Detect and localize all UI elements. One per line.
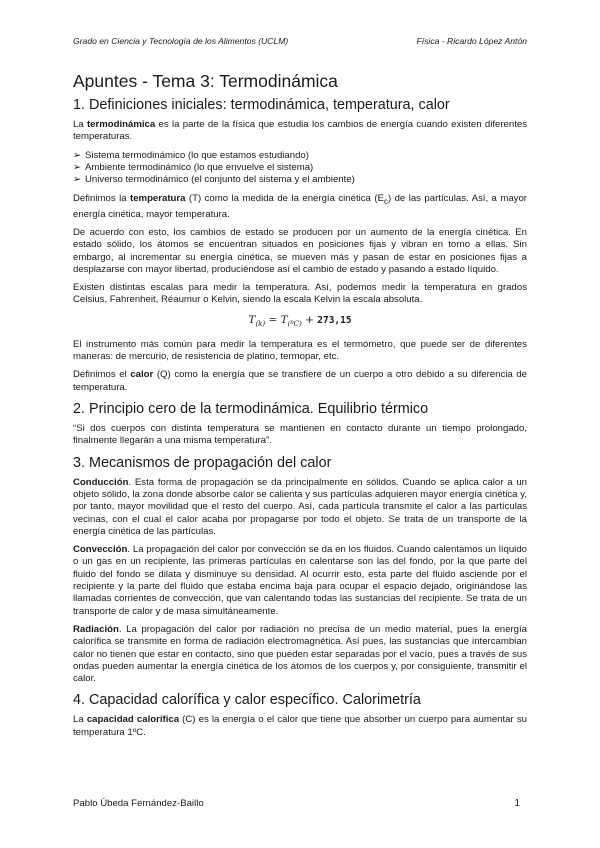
principio-cero-quote: “Si dos cuerpos con distinta temperatura se mantienen en contacto durante un tiempo prolongado, finalmente llegarán a una misma temperatura”. xyxy=(73,423,527,447)
paragraph-termodinamica: La termodinámica es la parte de la física que estudia los cambios de energía cuando existen diferentes temperaturas. xyxy=(73,119,527,143)
arrow-icon: ➢ xyxy=(73,174,82,186)
section-3-heading: 3. Mecanismos de propagación del calor xyxy=(73,454,332,471)
arrow-icon: ➢ xyxy=(73,149,82,161)
section-2-heading: 2. Principio cero de la termodinámica. Equilibrio térmico xyxy=(73,401,429,418)
kelvin-formula: $T_{(k)} = T_{(ºC)} + 273,15$ xyxy=(248,313,352,328)
paragraph-capacidad-calorifica: La capacidad calorífica (C) es la energía o el calor que tiene que absorber un cuerpo para aumentar su temperatura 1ºC. xyxy=(73,714,527,738)
footer-author: Pablo Úbeda Fernández-Baillo xyxy=(73,798,204,809)
paragraph-escalas: Existen distintas escalas para medir la temperatura. Así, podemos medir la temperatura en grados Celsius, Fahrenheit, Réaumur o Kelvin, siendo la escala Kelvin la escala absoluta. xyxy=(73,282,527,306)
paragraph-conveccion: Convección. La propagación del calor por convección se da en los fluidos. Cuando calentamos un líquido o un gas en un recipiente, las primeras partículas en calentarse son las del fondo, por la que parte del fluido del fondo se dilata y disminuye su densidad. Al ocurrir esto, esta parte del fluido asciende por el recipiente y la parte del fluido que estaba encima baja para ocupar el espacio dejado, originándose las llamadas corrientes de convección, que van calentando todas las sustancias del recipiente. Se trata de un transporte de calor y de masa simultáneamente. xyxy=(73,544,527,617)
paragraph-radiacion: Radiación. La propagación del calor por radiación no precisa de un medio material, pues la energía calorífica se transmite en forma de radiación electromagnética. Así pues, las sustancias que intercambian calor no tienen que estar en contacto, sino que pueden estar separadas por el vacío, pues a través de sus ondas pueden aumentar la energía cinética de los átomos de los cuerpos y, por consiguiente, transmitir el calor. xyxy=(73,623,527,685)
paragraph-cambios-estado: De acuerdo con esto, los cambios de estado se producen por un aumento de la energía cinética. En estado sólido, los átomos se encuentran situados en posiciones fijas y vibran en torno a ellas. Sin embargo, al incrementar su energía cinética, se mueven más y pasan de estar en posiciones fijas a desplazarse con mayor libertad, produciéndose así el cambio de estado y pasando a estado líquido. xyxy=(73,226,527,275)
section-4-heading: 4. Capacidad calorífica y calor específico. Calorimetría xyxy=(73,692,421,709)
header-course: Grado en Ciencia y Tecnología de los Alimentos (UCLM) xyxy=(73,36,289,46)
section-1-heading: 1. Definiciones iniciales: termodinámica, temperatura, calor xyxy=(73,97,450,113)
page-title: Apuntes - Tema 3: Termodinámica xyxy=(73,71,338,91)
page-content xyxy=(73,70,527,745)
system-list xyxy=(73,150,527,187)
paragraph-calor: Definimos el calor (Q) como la energía que se transfiere de un cuerpo a otro debido a su diferencia de temperatura. xyxy=(73,369,527,393)
list-item: ➢ Sistema termodinámico (lo que estamos estudiando) xyxy=(73,149,309,161)
arrow-icon: ➢ xyxy=(73,161,82,173)
list-item: ➢ Universo termodinámico (el conjunto del sistema y el ambiente) xyxy=(73,174,355,186)
paragraph-termometro: El instrumento más común para medir la temperatura es el termómetro, que puede ser de diferentes maneras: de mercurio, de resistencia de platino, termopar, etc. xyxy=(73,338,527,363)
paragraph-conduccion: Conducción. Esta forma de propagación se da principalmente en sólidos. Cuando se aplica calor a un objeto sólido, la zona donde absorbe calor se calienta y sus partículas adquieren mayor energía cinética y, por tanto, mayor movilidad que el resto del cuerpo. Así, cada partícula transmite el calor a las partículas vecinas, con el cual el calor acaba por propagarse por todo el objeto. Se trata de un transporte de la energía cinética de las partículas. xyxy=(73,476,527,537)
paragraph-temperatura: Definimos la temperatura (T) como la medida de la energía cinética $(E_c)$ de las partículas. Así, a mayor energía cinética, mayor temperatura. xyxy=(73,193,527,220)
header-author: Física - Ricardo López Antón xyxy=(416,36,527,46)
page-number: 1 xyxy=(514,798,520,809)
list-item: ➢ Ambiente termodinámico (lo que envuelve el sistema) xyxy=(73,161,314,173)
